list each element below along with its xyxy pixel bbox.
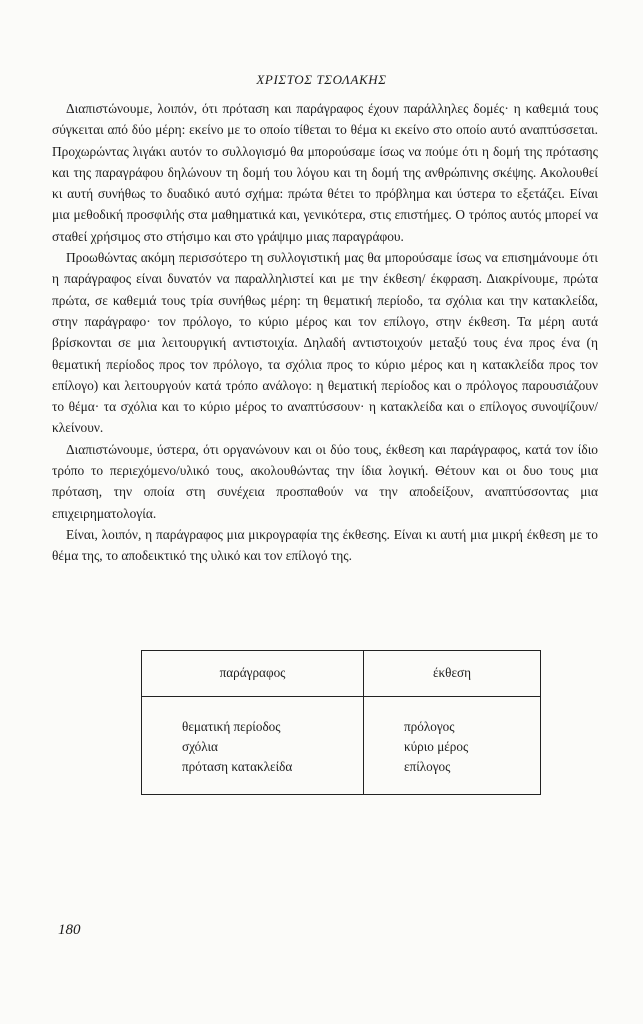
table-cell: πρόλογος [404,719,455,734]
table-cell: θεματική περίοδος [182,719,281,734]
comparison-table [141,650,541,795]
table-column-paragraph [182,717,292,777]
table-cell: κύριο μέρος [404,739,469,754]
table-header-essay: έκθεση [432,665,472,680]
running-header: ΧΡΙΣΤΟΣ ΤΣΟΛΑΚΗΣ [256,72,387,87]
paragraph: Προωθώντας ακόμη περισσότερο τη συλλογιστική μας θα μπορούσαμε ίσως να επισημάνουμε ότι η παράγραφος είναι δυνατόν να παραλληλιστεί και με την έκθεση/ έκφραση. Διακρίνουμε, πρώτα πρώτα, σε καθεμιά τους τρία συνήθως μέρη: τη θεματική περίοδο, τα σχόλια και την κατακλείδα, στην παράγραφο· τον πρόλογο, το κύριο μέρος και τον επίλογο, στην έκθεση. Τα μέρη αυτά βρίσκονται σε μια λειτουργική αντιστοιχία. Δηλαδή αντιστοιχούν μεταξύ τους ένα προς ένα (η θεματική περίοδος προς τον πρόλογο, τα σχόλια προς το κύριο μέρος και η κατακλείδα προς τον επίλογο) και λειτουργούν κατά τρόπο ανάλογο: η θεματική περίοδος και ο πρόλογος παρουσιάζουν το θέμα· τα σχόλια και το κύριο μέρος το αναπτύσσουν· η κατακλείδα και ο επίλογος συνοψίζουν/κλείνουν. [52,250,598,436]
table-cell: σχόλια [182,739,218,754]
table-column-essay [404,717,468,777]
paragraph: Είναι, λοιπόν, η παράγραφος μια μικρογραφία της έκθεσης. Είναι κι αυτή μια μικρή έκθεση με το θέμα της, το αποδεικτικό της υλικό και τον επίλογό της. [52,526,598,564]
body-text [52,98,598,567]
table-cell: επίλογος [404,759,451,774]
paragraph: Διαπιστώνουμε, λοιπόν, ότι πρόταση και παράγραφος έχουν παράλληλες δομές· η καθεμιά τους σύγκειται από δύο μέρη: εκείνο με το οποίο τίθεται το θέμα κι εκείνο στο οποίο αυτό αναπτύσσεται. Προχωρώντας λιγάκι αυτόν το συλλογισμό θα μπορούσαμε ίσως να πούμε ότι η δομή της πρότασης και της παραγράφου δηλώνουν τη δομή του λόγου και τη δομή της ανθρώπινης σκέψης. Ακολουθεί κι αυτή συνήθως το δυαδικό αυτό σχήμα: πρώτα θέτει το πρόβλημα και ύστερα το εξετάζει. Είναι μια μεθοδική προσφιλής στα μαθηματικά και, γενικότερα, στις επιστήμες. Ο τρόπος αυτός μπορεί να σταθεί χρήσιμος στο στήσιμο και στο γράψιμο μιας παραγράφου. [52,101,598,244]
paragraph: Διαπιστώνουμε, ύστερα, ότι οργανώνουν και οι δύο τους, έκθεση και παράγραφος, κατά τον ίδιο τρόπο το περιεχόμενο/υλικό τους, ακολουθώντας την ίδια λογική. Θέτουν και οι δυο τους μια πρόταση, την οποία στη συνέχεια προσπαθούν να την αποδείξουν, αναπτύσσοντας μια επιχειρηματολογία. [52,441,598,521]
page-number: 180 [58,922,81,938]
table-header-paragraph: παράγραφος [219,665,286,680]
table-cell: πρόταση κατακλείδα [182,759,293,774]
table-divider-horizontal [142,696,540,697]
